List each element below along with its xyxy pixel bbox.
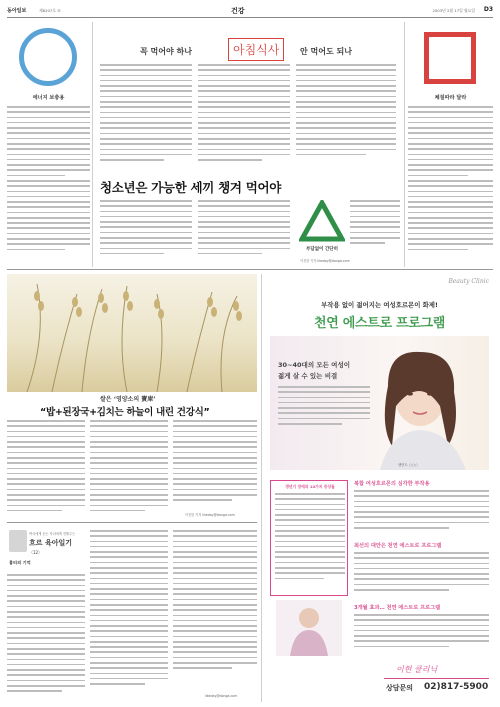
left-column [7, 22, 90, 267]
hl-left: 꼭 먹어야 하나 [140, 47, 192, 56]
rice-byline: 이진한 기자 likeday@donga.com [185, 513, 235, 517]
page-header [7, 6, 493, 18]
label-bottom: 부담없이 간단히 [306, 247, 338, 252]
red-square-symbol-icon [424, 32, 476, 84]
ad-title: 천연 에스트로 프로그램 [313, 316, 446, 331]
right-body-text [408, 106, 493, 264]
triangle-box [298, 198, 346, 266]
top-body-col-1 [100, 64, 192, 172]
column-author-photo [9, 530, 27, 552]
ad-illustration [276, 600, 342, 656]
ad-photo [270, 336, 489, 470]
column-subhead: 흉터의 기억 [9, 560, 31, 565]
ad-photo-model: 탤런트 ○○○ [398, 463, 418, 467]
label-left: 에너지 보충용 [32, 95, 65, 101]
ad-box-2-text [354, 552, 489, 598]
ad-box-1-text [354, 490, 489, 536]
ad-box-3-title: 3개월 효과… 천연 에스트로 프로그램 [354, 605, 441, 611]
ad-box-1-title: 복합 여성호르몬의 심각한 부작용 [354, 481, 430, 487]
blue-circle-symbol-icon [19, 28, 77, 86]
top-body-col-3 [296, 64, 396, 172]
ad-script-logo: Beauty Clinic [448, 278, 489, 285]
ad-photo-blurb [278, 386, 370, 438]
section-title: 건강 [231, 7, 245, 15]
rice-body-col-2 [90, 420, 168, 520]
paper-name: 동아일보 [7, 8, 27, 14]
top-lower-col-1 [100, 200, 192, 266]
ad-box-2 [354, 542, 489, 600]
column-body-col-1 [7, 574, 85, 702]
column-body-col-3 [173, 530, 257, 694]
ad-photo-caption-2: 젊게 살 수 있는 비결 [278, 372, 338, 380]
column-byline: likeday@donga.com [205, 694, 238, 698]
ad-checklist [270, 480, 348, 596]
column-title-small: 박사에게 듣는 자녀에게 전해주는 [29, 532, 76, 536]
ad-box-2-title: 최선의 대안은 천연 에스트로 프로그램 [354, 543, 442, 549]
ad-subhead: 부작용 없이 젊어지는 여성호르몬이 화제! [321, 301, 438, 309]
label-right: 체질따라 달라 [434, 95, 467, 101]
column-number: 〈12〉 [29, 550, 43, 555]
ad-contact [384, 678, 489, 698]
top-lower-col-3 [350, 200, 400, 256]
right-column [408, 22, 493, 267]
rice-kicker: 쌀은 ‘영양소의 寶庫’ [100, 396, 156, 403]
ad-box-3-text [354, 614, 489, 658]
top-lower-col-2 [198, 200, 290, 266]
ad-checklist-items [275, 493, 345, 593]
ad-checklist-title: 갱년기 장애의 14가지 증상들 [285, 484, 335, 489]
rice-photo [7, 274, 257, 392]
ad-clinic-logo: 이현 클리닉 [396, 665, 438, 674]
ad-photo-caption-1: 30~40대의 모든 여성이 [278, 361, 351, 369]
column-title: 흐르 육아일기 [29, 539, 73, 547]
rice-headline: “밥+된장국+김치는 하늘이 내린 건강식” [40, 407, 210, 418]
ad-box-1 [354, 480, 489, 538]
column-header [7, 528, 87, 572]
ad-contact-phone: 02)817-5900 [424, 682, 489, 692]
top-byline: 이진한 기자 likeday@donga.com [300, 259, 350, 263]
green-triangle-symbol-icon [299, 200, 345, 242]
hl-center: 아침식사 [228, 38, 284, 61]
page-number: D3 [483, 6, 493, 13]
hl-right: 안 먹어도 되나 [300, 47, 352, 56]
issue-date: 2003년 2월 17일 월요일 [432, 8, 475, 13]
top-body-col-2 [198, 64, 290, 172]
ad-contact-label: 상담문의 [386, 684, 414, 692]
column-body-col-2 [90, 530, 168, 702]
left-body-text [7, 106, 90, 264]
issue-number: 제8207호 ⑤ [39, 8, 61, 13]
ad-block [266, 274, 493, 702]
rice-body-col-1 [7, 420, 85, 520]
ad-box-3 [354, 604, 489, 660]
rice-body-col-3 [173, 420, 257, 512]
main-headline: 청소년은 가능한 세끼 챙겨 먹어야 [100, 180, 282, 195]
